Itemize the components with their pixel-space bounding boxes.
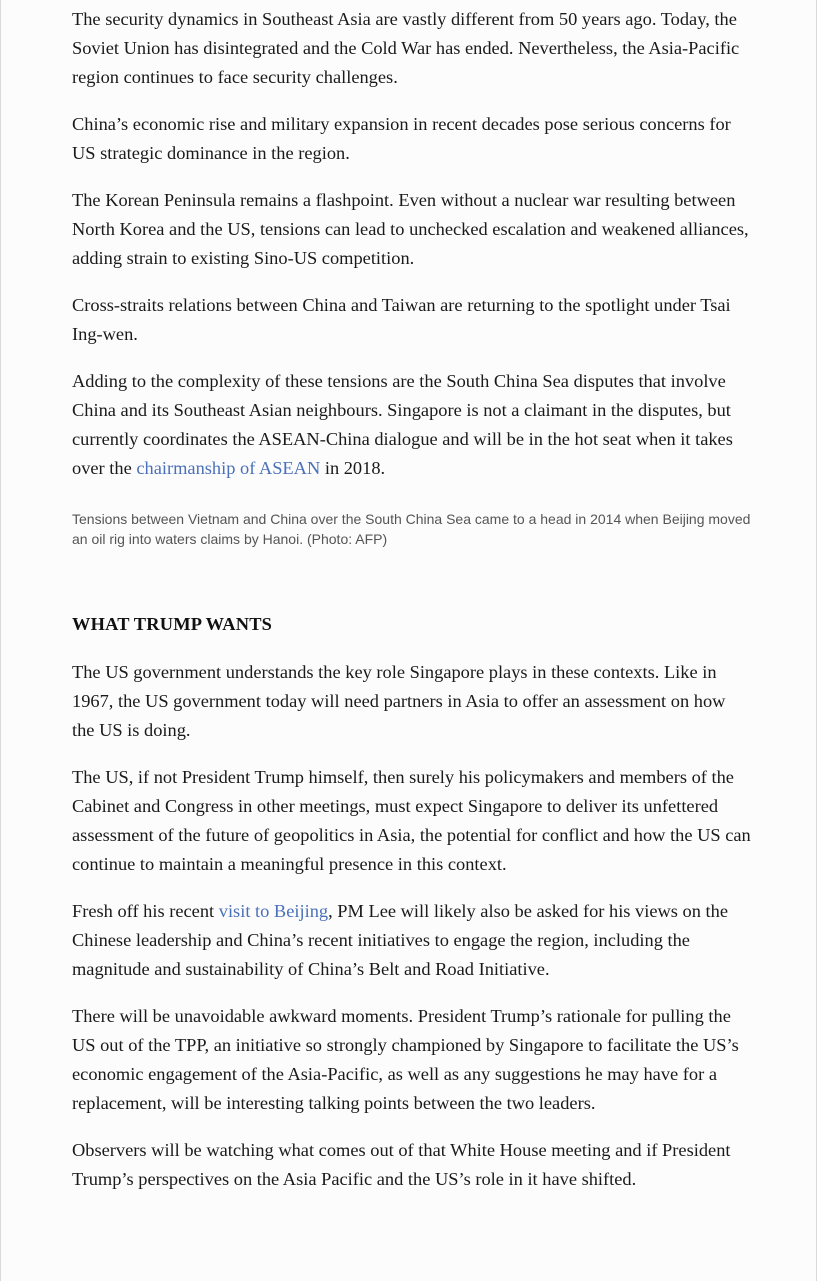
paragraph-korean-peninsula: The Korean Peninsula remains a flashpoint. Even without a nuclear war resulting between North Korea and the US, tensions can lead to unchecked escalation and weakened alliances, adding strain to existing Sino-US competition. bbox=[72, 190, 749, 268]
paragraph-text: in 2018. bbox=[320, 458, 386, 478]
section-heading: WHAT TRUMP WANTS bbox=[72, 614, 273, 634]
paragraph-beijing-visit bbox=[72, 897, 752, 984]
paragraph-security-dynamics: The security dynamics in Southeast Asia are vastly different from 50 years ago. Today, the Soviet Union has disintegrated and the Cold War has ended. Nevertheless, the Asia-Pacific region continues to face security challenges. bbox=[72, 9, 740, 87]
paragraph-cross-straits: Cross-straits relations between China and Taiwan are returning to the spotlight under Tsai Ing-wen. bbox=[72, 295, 731, 344]
paragraph-text: , PM Lee will likely also be asked for his views on the Chinese leadership and China’s recent initiatives to engage the region, including the magnitude and sustainability of China’s Belt and Road Initiative. bbox=[72, 901, 729, 979]
link-asean-chairmanship[interactable]: chairmanship of ASEAN bbox=[136, 458, 321, 478]
link-visit-to-beijing[interactable]: visit to Beijing bbox=[218, 901, 329, 921]
paragraph-china-rise: China’s economic rise and military expansion in recent decades pose serious concerns for US strategic dominance in the region. bbox=[72, 114, 731, 163]
paragraph-text: Adding to the complexity of these tensions are the South China Sea disputes that involve China and its Southeast Asian neighbours. Singapore is not a claimant in the disputes, but currently coordinates the ASEAN-China dialogue and will be in the hot seat when it takes over the bbox=[72, 371, 733, 478]
photo-caption: Tensions between Vietnam and China over the South China Sea came to a head in 2014 when Beijing moved an oil rig into waters claims by Hanoi. (Photo: AFP) bbox=[72, 511, 751, 547]
paragraph-awkward-moments: There will be unavoidable awkward moments. President Trump’s rationale for pulling the US out of the TPP, an initiative so strongly championed by Singapore to facilitate the US’s economic engagement of the Asia-Pacific, as well as any suggestions he may have for a replacement, will be interesting talking points between the two leaders. bbox=[72, 1006, 739, 1113]
paragraph-text: Fresh off his recent bbox=[72, 901, 219, 921]
paragraph-observers: Observers will be watching what comes out of that White House meeting and if President Trump’s perspectives on the Asia Pacific and the US’s role in it have shifted. bbox=[72, 1140, 731, 1189]
paragraph-us-expectations: The US, if not President Trump himself, then surely his policymakers and members of the Cabinet and Congress in other meetings, must expect Singapore to deliver its unfettered assessment of the future of geopolitics in Asia, the potential for conflict and how the US can continue to maintain a meaningful presence in this context. bbox=[72, 767, 751, 874]
paragraph-south-china-sea bbox=[72, 367, 752, 483]
article-body bbox=[72, 5, 752, 1212]
paragraph-us-government: The US government understands the key role Singapore plays in these contexts. Like in 1967, the US government today will need partners in Asia to offer an assessment on how the US is doing. bbox=[72, 662, 726, 740]
